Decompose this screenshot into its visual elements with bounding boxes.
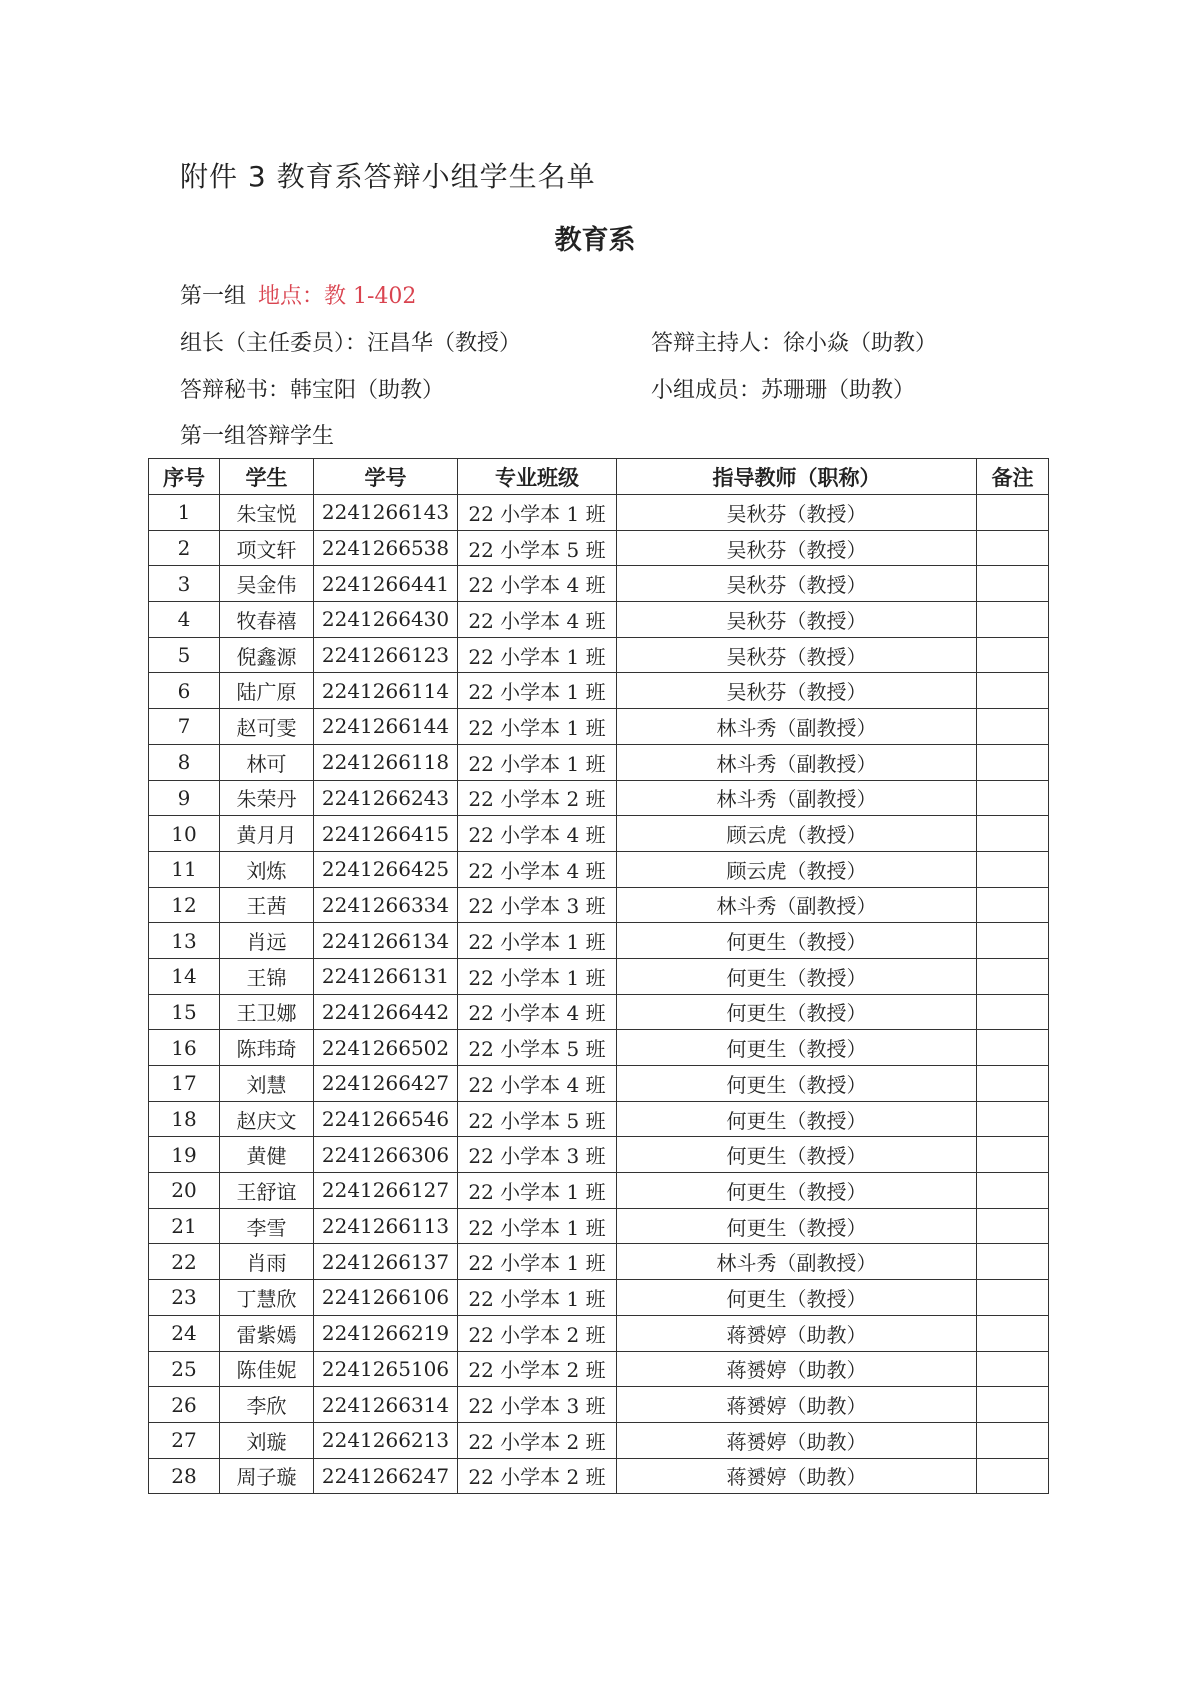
cell-student-name: 陈佳妮 bbox=[220, 1351, 314, 1387]
cell-index: 21 bbox=[149, 1208, 220, 1244]
cell-student-id: 2241266415 bbox=[314, 816, 458, 852]
cell-class: 22 小学本 1 班 bbox=[458, 673, 617, 709]
cell-remark bbox=[977, 1387, 1049, 1423]
cell-class: 22 小学本 1 班 bbox=[458, 958, 617, 994]
cell-advisor: 吴秋芬（教授） bbox=[617, 602, 977, 638]
cell-student-id: 2241266306 bbox=[314, 1137, 458, 1173]
cell-advisor: 蒋赟婷（助教） bbox=[617, 1458, 977, 1494]
cell-advisor: 何更生（教授） bbox=[617, 1208, 977, 1244]
cell-student-id: 2241266442 bbox=[314, 994, 458, 1030]
cell-class: 22 小学本 2 班 bbox=[458, 1315, 617, 1351]
cell-remark bbox=[977, 495, 1049, 531]
cell-student-name: 林可 bbox=[220, 744, 314, 780]
table-row bbox=[149, 495, 1049, 531]
cell-student-id: 2241265106 bbox=[314, 1351, 458, 1387]
document-title: 附件 3 教育系答辩小组学生名单 bbox=[180, 160, 596, 193]
table-row bbox=[149, 1244, 1049, 1280]
cell-student-name: 王锦 bbox=[220, 958, 314, 994]
cell-student-name: 肖远 bbox=[220, 923, 314, 959]
group-member: 小组成员：苏珊珊（助教） bbox=[651, 378, 916, 403]
cell-index: 3 bbox=[149, 566, 220, 602]
table-row bbox=[149, 1422, 1049, 1458]
table-row bbox=[149, 1066, 1049, 1102]
cell-advisor: 顾云虎（教授） bbox=[617, 851, 977, 887]
table-row bbox=[149, 851, 1049, 887]
cell-student-id: 2241266243 bbox=[314, 780, 458, 816]
cell-student-id: 2241266114 bbox=[314, 673, 458, 709]
cell-index: 17 bbox=[149, 1066, 220, 1102]
table-row bbox=[149, 709, 1049, 745]
cell-class: 22 小学本 1 班 bbox=[458, 637, 617, 673]
cell-student-id: 2241266144 bbox=[314, 709, 458, 745]
cell-student-id: 2241266441 bbox=[314, 566, 458, 602]
table-row bbox=[149, 1351, 1049, 1387]
group-heading bbox=[180, 279, 416, 310]
header-class: 专业班级 bbox=[458, 459, 617, 495]
cell-student-name: 刘璇 bbox=[220, 1422, 314, 1458]
cell-index: 6 bbox=[149, 673, 220, 709]
cell-class: 22 小学本 4 班 bbox=[458, 816, 617, 852]
cell-class: 22 小学本 1 班 bbox=[458, 495, 617, 531]
cell-advisor: 吴秋芬（教授） bbox=[617, 530, 977, 566]
cell-index: 4 bbox=[149, 602, 220, 638]
cell-index: 23 bbox=[149, 1280, 220, 1316]
cell-index: 25 bbox=[149, 1351, 220, 1387]
cell-remark bbox=[977, 1030, 1049, 1066]
cell-student-id: 2241266143 bbox=[314, 495, 458, 531]
cell-index: 15 bbox=[149, 994, 220, 1030]
table-row bbox=[149, 816, 1049, 852]
cell-remark bbox=[977, 851, 1049, 887]
cell-index: 1 bbox=[149, 495, 220, 531]
cell-class: 22 小学本 4 班 bbox=[458, 851, 617, 887]
cell-student-name: 黄健 bbox=[220, 1137, 314, 1173]
cell-index: 5 bbox=[149, 637, 220, 673]
cell-class: 22 小学本 3 班 bbox=[458, 1137, 617, 1173]
cell-index: 10 bbox=[149, 816, 220, 852]
cell-index: 28 bbox=[149, 1458, 220, 1494]
cell-remark bbox=[977, 780, 1049, 816]
cell-advisor: 林斗秀（副教授） bbox=[617, 1244, 977, 1280]
cell-remark bbox=[977, 958, 1049, 994]
cell-advisor: 何更生（教授） bbox=[617, 1137, 977, 1173]
cell-remark bbox=[977, 887, 1049, 923]
cell-advisor: 顾云虎（教授） bbox=[617, 816, 977, 852]
table-row bbox=[149, 923, 1049, 959]
cell-class: 22 小学本 3 班 bbox=[458, 887, 617, 923]
table-row bbox=[149, 566, 1049, 602]
table-row bbox=[149, 1315, 1049, 1351]
cell-student-id: 2241266430 bbox=[314, 602, 458, 638]
cell-advisor: 林斗秀（副教授） bbox=[617, 887, 977, 923]
cell-student-name: 陈玮琦 bbox=[220, 1030, 314, 1066]
cell-index: 16 bbox=[149, 1030, 220, 1066]
header-advisor: 指导教师（职称） bbox=[617, 459, 977, 495]
cell-index: 22 bbox=[149, 1244, 220, 1280]
cell-remark bbox=[977, 1173, 1049, 1209]
group-leader: 组长（主任委员）：汪昌华（教授） bbox=[180, 331, 522, 356]
table-header-row bbox=[149, 459, 1049, 495]
cell-student-name: 倪鑫源 bbox=[220, 637, 314, 673]
cell-remark bbox=[977, 994, 1049, 1030]
cell-advisor: 吴秋芬（教授） bbox=[617, 673, 977, 709]
table-row bbox=[149, 1280, 1049, 1316]
cell-student-id: 2241266127 bbox=[314, 1173, 458, 1209]
cell-advisor: 何更生（教授） bbox=[617, 1066, 977, 1102]
cell-class: 22 小学本 1 班 bbox=[458, 1244, 617, 1280]
cell-advisor: 蒋赟婷（助教） bbox=[617, 1351, 977, 1387]
cell-student-id: 2241266538 bbox=[314, 530, 458, 566]
group-location: 地点：教 1-402 bbox=[258, 284, 417, 309]
header-remark: 备注 bbox=[977, 459, 1049, 495]
cell-index: 26 bbox=[149, 1387, 220, 1423]
cell-index: 24 bbox=[149, 1315, 220, 1351]
cell-student-id: 2241266134 bbox=[314, 923, 458, 959]
cell-index: 20 bbox=[149, 1173, 220, 1209]
cell-student-id: 2241266131 bbox=[314, 958, 458, 994]
header-student-id: 学号 bbox=[314, 459, 458, 495]
table-row bbox=[149, 744, 1049, 780]
cell-index: 18 bbox=[149, 1101, 220, 1137]
table-row bbox=[149, 780, 1049, 816]
department-title: 教育系 bbox=[554, 225, 636, 256]
cell-advisor: 何更生（教授） bbox=[617, 1173, 977, 1209]
table-body bbox=[149, 495, 1049, 1494]
cell-student-id: 2241266425 bbox=[314, 851, 458, 887]
cell-student-id: 2241266314 bbox=[314, 1387, 458, 1423]
table-row bbox=[149, 1458, 1049, 1494]
cell-class: 22 小学本 4 班 bbox=[458, 566, 617, 602]
cell-advisor: 何更生（教授） bbox=[617, 923, 977, 959]
cell-class: 22 小学本 2 班 bbox=[458, 1351, 617, 1387]
cell-student-name: 吴金伟 bbox=[220, 566, 314, 602]
students-caption: 第一组答辩学生 bbox=[180, 424, 335, 449]
cell-remark bbox=[977, 1351, 1049, 1387]
cell-student-name: 王卫娜 bbox=[220, 994, 314, 1030]
cell-class: 22 小学本 1 班 bbox=[458, 923, 617, 959]
cell-index: 19 bbox=[149, 1137, 220, 1173]
cell-advisor: 林斗秀（副教授） bbox=[617, 744, 977, 780]
cell-remark bbox=[977, 1137, 1049, 1173]
table-row bbox=[149, 1101, 1049, 1137]
cell-class: 22 小学本 1 班 bbox=[458, 744, 617, 780]
cell-student-name: 朱宝悦 bbox=[220, 495, 314, 531]
cell-index: 27 bbox=[149, 1422, 220, 1458]
table-row bbox=[149, 673, 1049, 709]
cell-index: 9 bbox=[149, 780, 220, 816]
cell-index: 7 bbox=[149, 709, 220, 745]
cell-remark bbox=[977, 637, 1049, 673]
cell-student-id: 2241266213 bbox=[314, 1422, 458, 1458]
defense-host: 答辩主持人：徐小焱（助教） bbox=[651, 331, 938, 356]
cell-student-id: 2241266247 bbox=[314, 1458, 458, 1494]
cell-student-name: 刘慧 bbox=[220, 1066, 314, 1102]
cell-index: 2 bbox=[149, 530, 220, 566]
defense-secretary: 答辩秘书：韩宝阳（助教） bbox=[180, 378, 445, 403]
cell-remark bbox=[977, 673, 1049, 709]
cell-advisor: 吴秋芬（教授） bbox=[617, 495, 977, 531]
cell-student-name: 李雪 bbox=[220, 1208, 314, 1244]
cell-remark bbox=[977, 530, 1049, 566]
cell-class: 22 小学本 5 班 bbox=[458, 1030, 617, 1066]
cell-class: 22 小学本 3 班 bbox=[458, 1387, 617, 1423]
cell-student-name: 陆广原 bbox=[220, 673, 314, 709]
cell-remark bbox=[977, 1458, 1049, 1494]
cell-advisor: 吴秋芬（教授） bbox=[617, 637, 977, 673]
cell-student-name: 项文轩 bbox=[220, 530, 314, 566]
table-row bbox=[149, 887, 1049, 923]
cell-student-id: 2241266137 bbox=[314, 1244, 458, 1280]
cell-class: 22 小学本 1 班 bbox=[458, 1280, 617, 1316]
cell-remark bbox=[977, 566, 1049, 602]
cell-student-name: 王舒谊 bbox=[220, 1173, 314, 1209]
cell-student-name: 王茜 bbox=[220, 887, 314, 923]
cell-remark bbox=[977, 1101, 1049, 1137]
cell-student-name: 肖雨 bbox=[220, 1244, 314, 1280]
table-row bbox=[149, 1173, 1049, 1209]
cell-class: 22 小学本 4 班 bbox=[458, 1066, 617, 1102]
cell-remark bbox=[977, 709, 1049, 745]
cell-advisor: 何更生（教授） bbox=[617, 1101, 977, 1137]
cell-advisor: 林斗秀（副教授） bbox=[617, 709, 977, 745]
cell-advisor: 吴秋芬（教授） bbox=[617, 566, 977, 602]
cell-class: 22 小学本 1 班 bbox=[458, 1208, 617, 1244]
cell-advisor: 何更生（教授） bbox=[617, 958, 977, 994]
cell-remark bbox=[977, 744, 1049, 780]
cell-remark bbox=[977, 1244, 1049, 1280]
cell-student-id: 2241266113 bbox=[314, 1208, 458, 1244]
cell-student-id: 2241266502 bbox=[314, 1030, 458, 1066]
cell-advisor: 蒋赟婷（助教） bbox=[617, 1387, 977, 1423]
cell-remark bbox=[977, 1066, 1049, 1102]
table-row bbox=[149, 1030, 1049, 1066]
header-index: 序号 bbox=[149, 459, 220, 495]
cell-class: 22 小学本 4 班 bbox=[458, 994, 617, 1030]
cell-remark bbox=[977, 923, 1049, 959]
header-student: 学生 bbox=[220, 459, 314, 495]
cell-remark bbox=[977, 1208, 1049, 1244]
cell-index: 8 bbox=[149, 744, 220, 780]
table-row bbox=[149, 1387, 1049, 1423]
table-row bbox=[149, 530, 1049, 566]
cell-class: 22 小学本 4 班 bbox=[458, 602, 617, 638]
cell-student-name: 周子璇 bbox=[220, 1458, 314, 1494]
cell-remark bbox=[977, 1422, 1049, 1458]
cell-remark bbox=[977, 1280, 1049, 1316]
cell-advisor: 蒋赟婷（助教） bbox=[617, 1315, 977, 1351]
cell-class: 22 小学本 2 班 bbox=[458, 780, 617, 816]
cell-student-name: 牧春禧 bbox=[220, 602, 314, 638]
cell-class: 22 小学本 1 班 bbox=[458, 1173, 617, 1209]
cell-student-id: 2241266219 bbox=[314, 1315, 458, 1351]
table-row bbox=[149, 1208, 1049, 1244]
student-roster-table bbox=[148, 458, 1049, 1494]
cell-advisor: 何更生（教授） bbox=[617, 994, 977, 1030]
cell-student-name: 李欣 bbox=[220, 1387, 314, 1423]
table-row bbox=[149, 1137, 1049, 1173]
cell-student-name: 黄月月 bbox=[220, 816, 314, 852]
table-row bbox=[149, 602, 1049, 638]
cell-advisor: 何更生（教授） bbox=[617, 1030, 977, 1066]
cell-class: 22 小学本 5 班 bbox=[458, 530, 617, 566]
cell-index: 14 bbox=[149, 958, 220, 994]
table-row bbox=[149, 958, 1049, 994]
cell-index: 12 bbox=[149, 887, 220, 923]
group-name: 第一组 bbox=[180, 284, 247, 309]
cell-student-id: 2241266106 bbox=[314, 1280, 458, 1316]
cell-student-id: 2241266334 bbox=[314, 887, 458, 923]
cell-student-name: 朱荣丹 bbox=[220, 780, 314, 816]
cell-advisor: 林斗秀（副教授） bbox=[617, 780, 977, 816]
table-row bbox=[149, 637, 1049, 673]
cell-student-name: 雷紫嫣 bbox=[220, 1315, 314, 1351]
cell-class: 22 小学本 2 班 bbox=[458, 1422, 617, 1458]
cell-student-id: 2241266546 bbox=[314, 1101, 458, 1137]
cell-remark bbox=[977, 602, 1049, 638]
cell-advisor: 何更生（教授） bbox=[617, 1280, 977, 1316]
cell-student-name: 刘炼 bbox=[220, 851, 314, 887]
cell-student-id: 2241266123 bbox=[314, 637, 458, 673]
cell-student-name: 丁慧欣 bbox=[220, 1280, 314, 1316]
cell-remark bbox=[977, 1315, 1049, 1351]
cell-student-name: 赵庆文 bbox=[220, 1101, 314, 1137]
table-row bbox=[149, 994, 1049, 1030]
cell-student-id: 2241266427 bbox=[314, 1066, 458, 1102]
cell-class: 22 小学本 2 班 bbox=[458, 1458, 617, 1494]
cell-advisor: 蒋赟婷（助教） bbox=[617, 1422, 977, 1458]
cell-class: 22 小学本 5 班 bbox=[458, 1101, 617, 1137]
cell-index: 13 bbox=[149, 923, 220, 959]
cell-student-id: 2241266118 bbox=[314, 744, 458, 780]
cell-student-name: 赵可雯 bbox=[220, 709, 314, 745]
cell-class: 22 小学本 1 班 bbox=[458, 709, 617, 745]
cell-index: 11 bbox=[149, 851, 220, 887]
cell-remark bbox=[977, 816, 1049, 852]
